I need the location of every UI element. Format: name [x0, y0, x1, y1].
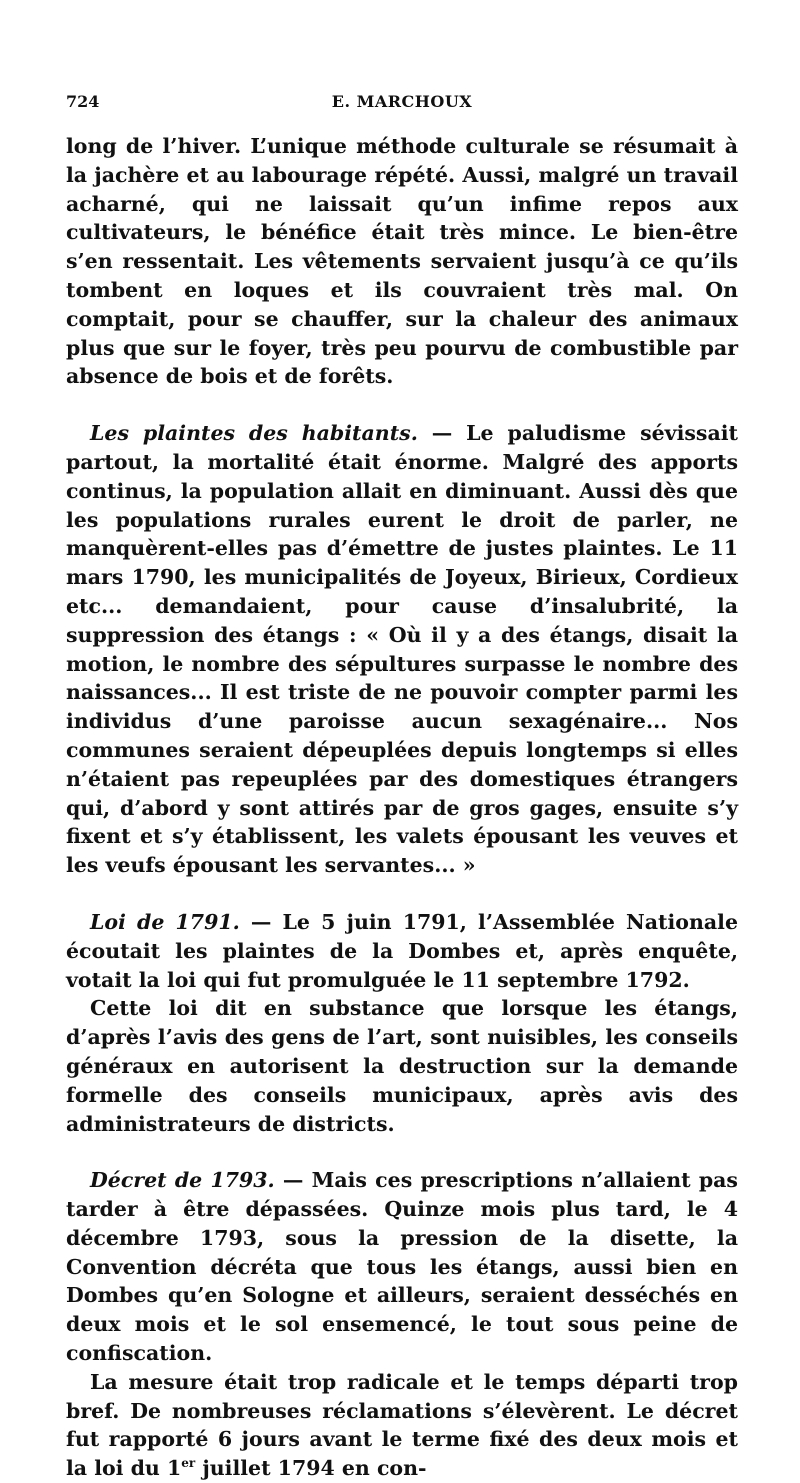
section-heading: Décret de 1793. [90, 1168, 275, 1193]
section-decret-1793 [66, 1166, 738, 1368]
document-page [66, 84, 738, 1483]
paragraph-text-continued: juillet 1794 en con- [195, 1456, 427, 1481]
section-heading: Loi de 1791. [90, 909, 240, 934]
body-text [66, 132, 738, 1483]
paragraph-text: — Mais ces prescriptions n’allaient pas tarder à être dépassées. Quinze mois plus tard, le 4 décembre 1793, sous la pression de la disette, la Convention décréta que tous les étangs, aussi bien en Dombes qu’en Sologne et ailleurs, seraient desséchés en deux mois et le sol ensemencé, le tout sous peine de confiscation. [66, 1168, 738, 1366]
paragraph-text: long de l’hiver. L’unique méthode culturale se résumait à la jachère et au labourage répété. Aussi, malgré un travail acharné, qui ne laissait qu’un infime repos aux cultivateurs, le bénéfice était très mince. Le bien-être s’en ressentait. Les vêtements servaient jusqu’à ce qu’ils tombent en loques et ils couvraient très mal. On comptait, pour se chauffer, sur la chaleur des animaux plus que sur le foyer, très peu pourvu de combustible par absence de bois et de forêts. [66, 134, 738, 389]
section-loi-1791 [66, 908, 738, 994]
running-title: E. MARCHOUX [331, 92, 473, 111]
page-number: 724 [66, 92, 100, 111]
running-header [66, 84, 738, 116]
paragraph-text: — Le paludisme sévissait partout, la mortalité était énorme. Malgré des apports continus, la population allait en diminuant. Aussi dès que les populations rurales eurent le droit de parler, ne manquèrent-elles pas d’émettre de justes plaintes. Le 11 mars 1790, les municipalités de Joyeux, Birieux, Cordieux etc... demandaient, pour cause d’insalubrité, la suppression des étangs : « Où il y a des étangs, disait la motion, le nombre des sépultures surpasse le nombre des naissances... Il est triste de ne pouvoir compter parmi les individus d’une paroisse aucun sexagénaire... Nos communes seraient dépeuplées depuis longtemps si elles n’étaient pas repeuplées par des domestiques étrangers qui, d’abord y sont attirés par de gros gages, ensuite s’y fixent et s’y établissent, les valets épousant les veuves et les veufs épousant les servantes... » [66, 421, 738, 878]
paragraph-text: Cette loi dit en substance que lorsque les étangs, d’après l’avis des gens de l’art, sont nuisibles, les conseils généraux en autorisent la destruction sur la demande formelle des conseils municipaux, après avis des administrateurs de districts. [66, 996, 738, 1136]
paragraph-text: La mesure était trop radicale et le temps départi trop bref. De nombreuses réclamations s’élevèrent. Le décret fut rapporté 6 jours avant le terme fixé des deux mois et la loi du 1 [66, 1369, 738, 1481]
section-heading: Les plaintes des habitants. [90, 421, 418, 446]
paragraph-loi-substance [66, 994, 738, 1138]
paragraph-mesure-radicale [66, 1368, 738, 1483]
section-plaintes [66, 419, 738, 880]
paragraph-winter-farming [66, 132, 738, 391]
paragraph-text: — Le 5 juin 1791, l’Assemblée Nationale écoutait les plaintes de la Dombes et, après enquête, votait la loi qui fut promulguée le 11 septembre 1792. [66, 909, 738, 992]
superscript-er: er [181, 1456, 196, 1471]
